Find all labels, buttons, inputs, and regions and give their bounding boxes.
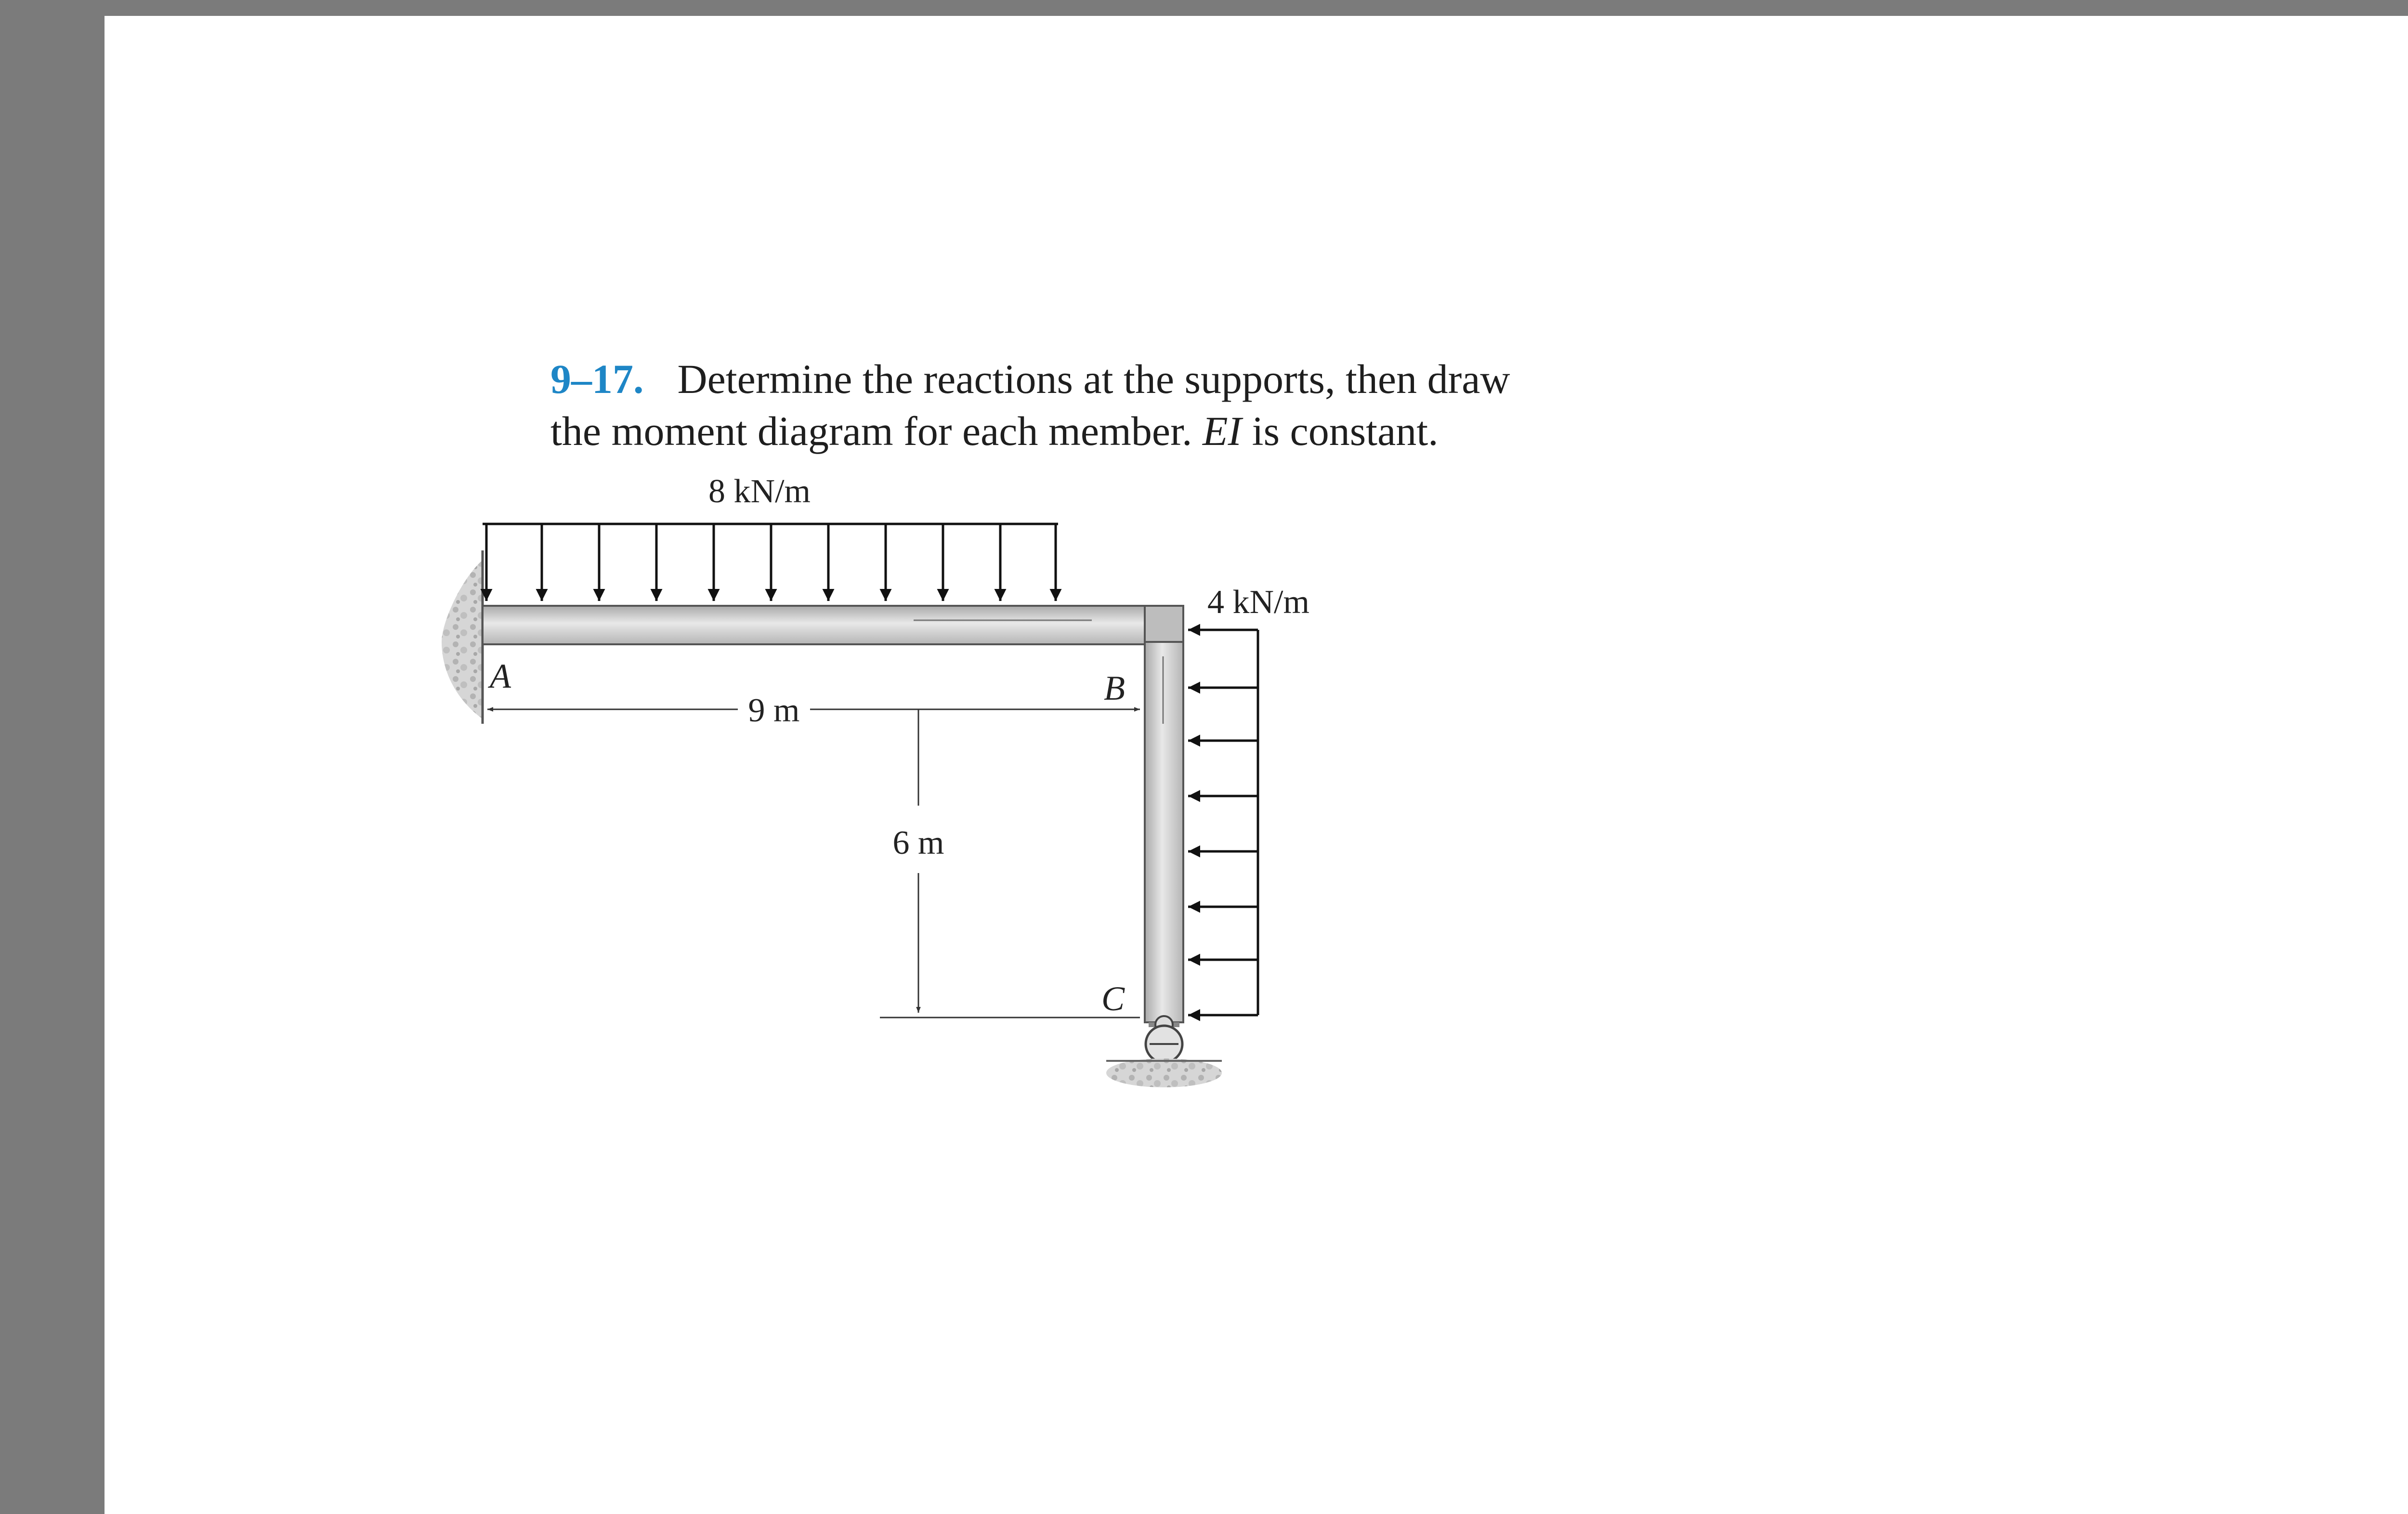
distributed-load-side xyxy=(1188,630,1258,1015)
problem-text-2b: is constant. xyxy=(1252,408,1439,454)
load-top-label: 8 kN/m xyxy=(708,473,811,510)
load-side-label: 4 kN/m xyxy=(1207,584,1309,621)
problem-text-1: Determine the reactions at the supports, then draw xyxy=(677,356,1510,402)
column-bc xyxy=(1145,642,1183,1022)
dimension-9m-label: 9 m xyxy=(748,692,800,729)
joint-b xyxy=(1145,606,1183,644)
label-point-a: A xyxy=(490,657,511,695)
fixed-wall-support xyxy=(442,560,483,719)
pin-support-c xyxy=(1106,1016,1222,1087)
dimension-6m xyxy=(880,709,1140,1018)
label-point-c: C xyxy=(1101,979,1125,1018)
ei-symbol: EI xyxy=(1203,408,1242,454)
problem-text-2a: the moment diagram for each member. xyxy=(550,408,1192,454)
frame-figure xyxy=(105,16,2408,1514)
dimension-6m-label: 6 m xyxy=(892,824,944,861)
document-page xyxy=(105,16,2408,1514)
label-point-b: B xyxy=(1104,669,1125,707)
problem-number: 9–17. xyxy=(550,356,644,402)
beam-ab xyxy=(483,606,1147,644)
distributed-load-top xyxy=(483,524,1058,601)
